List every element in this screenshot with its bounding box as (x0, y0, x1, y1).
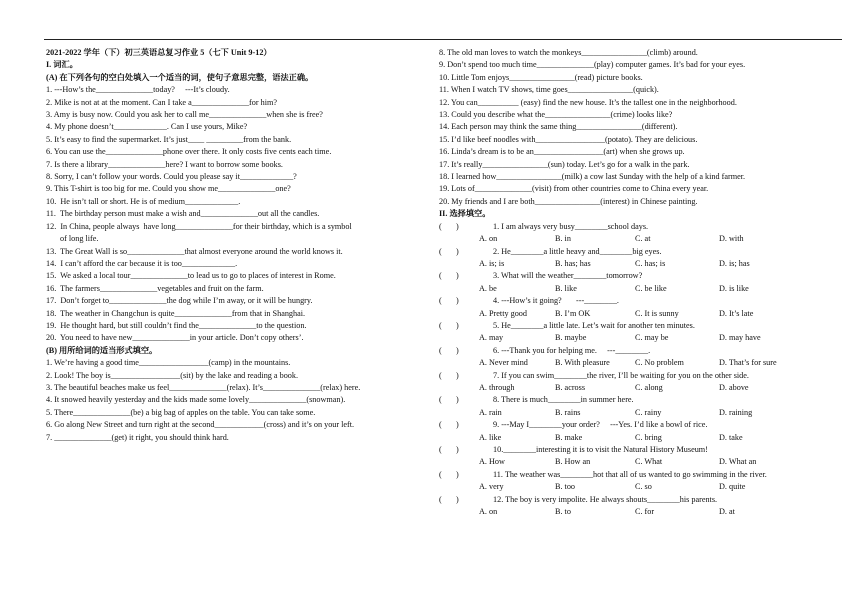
sectionA-item-10: 10. He isn’t tall or short. He is of medium_____________. (46, 196, 241, 206)
left-column (46, 47, 432, 444)
sectionB-item-13: 13. Could you describe what the________________(crime) looks like? (439, 110, 673, 120)
question-stem: 2. He________a little heavy and________big eyes. (493, 246, 662, 256)
answer-blank: ( ) (439, 494, 459, 504)
option-b: B. I’m OK (555, 308, 591, 318)
option-a: A. through (479, 382, 515, 392)
sectionB-item-15: 15. I’d like beef noodles with_________________(potato). They are delicious. (439, 134, 698, 144)
option-d: D. above (719, 382, 749, 392)
option-d: D. may have (719, 333, 761, 343)
question-stem: 1. I am always very busy________school days. (493, 221, 649, 231)
sectionA-item-13: 13. The Great Wall is so______________that almost everyone around the world knows it. (46, 246, 343, 256)
option-b: B. in (555, 234, 571, 244)
option-d: D. is like (719, 283, 749, 293)
right-column (439, 47, 845, 518)
question-12 (439, 494, 845, 506)
sectionA-item-2: 2. Mike is not at at the moment. Can I take a______________for him? (46, 97, 278, 107)
part2-heading: II. 选择填空。 (439, 209, 491, 219)
answer-blank: ( ) (439, 320, 459, 330)
question-2 (439, 246, 845, 258)
sectionB-item-4: 4. It snowed heavily yesterday and the kids made some lovely______________(snowman). (46, 395, 346, 405)
option-c: C. may be (635, 333, 669, 343)
option-a: A. Pretty good (479, 308, 527, 318)
option-c: C. bring (635, 432, 662, 442)
answer-blank: ( ) (439, 370, 459, 380)
sectionA-item-18: 18. The weather in Changchun is quite______________from that in Shanghai. (46, 308, 306, 318)
option-b: B. has; has (555, 258, 591, 268)
option-b: B. With pleasure (555, 358, 610, 368)
option-d: D. raining (719, 407, 753, 417)
option-c: C. It is sunny (635, 308, 679, 318)
sectionA-item-17: 17. Don’t forget to______________the dog while I’m away, or it will be hungry. (46, 296, 313, 306)
question-10-options (439, 456, 845, 468)
option-b: B. maybe (555, 333, 587, 343)
option-b: B. rains (555, 407, 581, 417)
sectionB-item-3: 3. The beautiful beaches make us feel______________(relax). It’s______________(relax) here. (46, 382, 361, 392)
option-c: C. has; is (635, 258, 666, 268)
question-1 (439, 221, 845, 233)
question-stem: 5. He________a little late. Let’s wait for another ten minutes. (493, 320, 695, 330)
sectionA-item-14: 14. I can’t afford the car because it is too_____________. (46, 258, 238, 268)
question-3 (439, 270, 845, 282)
question-5-options (439, 332, 845, 344)
option-c: C. be like (635, 283, 667, 293)
question-11-options (439, 481, 845, 493)
option-d: D. take (719, 432, 743, 442)
option-a: A. How (479, 457, 505, 467)
option-c: C. No problem (635, 358, 684, 368)
option-a: A. on (479, 234, 498, 244)
sectionB-item-14: 14. Each person may think the same thing________________(different). (439, 122, 678, 132)
question-stem: 11. The weather was________hot that all of us wanted to go swimming in the river. (493, 469, 767, 479)
multiple-choice-list (439, 221, 845, 519)
option-b: B. How an (555, 457, 591, 467)
sectionA-item-6: 6. You can use the______________phone over there. It only costs five cents each time. (46, 147, 332, 157)
option-c: C. rainy (635, 407, 662, 417)
answer-blank: ( ) (439, 296, 459, 306)
sectionB-item-1: 1. We’re having a good time_________________(camp) in the mountains. (46, 358, 291, 368)
sectionA-item-20: 20. You need to have new______________in your article. Don’t copy others’. (46, 333, 304, 343)
sectionB-item-18: 18. I learned how________________(milk) a cow last Sunday with the help of a kind farmer. (439, 172, 746, 182)
sectionA-item-19: 19. He thought hard, but still couldn’t find the______________to the question. (46, 320, 307, 330)
question-1-options (439, 233, 845, 245)
question-12-options (439, 506, 845, 518)
question-stem: 8. There is much________in summer here. (493, 395, 634, 405)
question-6-options (439, 357, 845, 369)
sectionB-item-16: 16. Linda’s dream is to be an_________________(art) when she grows up. (439, 147, 685, 157)
option-c: C. so (635, 482, 652, 492)
sectionB-item-19: 19. Lots of______________(visit) from other countries come to China every year. (439, 184, 709, 194)
option-a: A. Never mind (479, 358, 528, 368)
answer-blank: ( ) (439, 246, 459, 256)
sectionA-heading: (A) 在下列各句的空白处填入一个适当的词，使句子意思完整，语法正确。 (46, 72, 314, 82)
option-a: A. like (479, 432, 502, 442)
option-d: D. quite (719, 482, 746, 492)
option-d: D. What an (719, 457, 757, 467)
question-3-options (439, 283, 845, 295)
option-a: A. may (479, 333, 504, 343)
option-c: C. along (635, 382, 663, 392)
option-c: C. What (635, 457, 663, 467)
question-stem: 6. ---Thank you for helping me. ---________. (493, 345, 651, 355)
option-d: D. It’s late (719, 308, 754, 318)
question-stem: 4. ---How’s it going? ---________. (493, 296, 619, 306)
question-11 (439, 469, 845, 481)
option-a: A. rain (479, 407, 502, 417)
question-stem: 10.________interesting it is to visit the Natural History Museum! (493, 445, 708, 454)
option-d: D. with (719, 234, 744, 244)
question-5 (439, 320, 845, 332)
question-stem: 12. The boy is very impolite. He always shouts________his parents. (493, 494, 718, 504)
sectionA-item-1: 1. ---How’s the______________today? ---It’s cloudy. (46, 85, 230, 95)
option-b: B. like (555, 283, 577, 293)
sectionA-item-12-continued: of long life. (60, 234, 99, 244)
option-b: B. to (555, 507, 571, 517)
question-8-options (439, 407, 845, 419)
header-rule (44, 39, 842, 40)
answer-blank: ( ) (439, 221, 459, 231)
answer-blank: ( ) (439, 345, 459, 355)
sectionB-item-5: 5. There______________(be) a big bag of apples on the table. You can take some. (46, 407, 316, 417)
question-4-options (439, 308, 845, 320)
option-b: B. make (555, 432, 583, 442)
option-a: A. is; is (479, 258, 505, 268)
sectionA-item-7: 7. Is there a library______________here? I want to borrow some books. (46, 159, 283, 169)
question-stem: 3. What will the weather________tomorrow? (493, 271, 643, 281)
option-b: B. too (555, 482, 576, 492)
question-stem: 9. ---May I________your order? ---Yes. I’d like a bowl of rice. (493, 420, 708, 430)
sectionB-item-2: 2. Look! The boy is_________________(sit) by the lake and reading a book. (46, 370, 299, 380)
sectionB-item-7: 7. ______________(get) it right, you should think hard. (46, 432, 229, 442)
part1-heading: I. 词汇。 (46, 60, 78, 70)
answer-blank: ( ) (439, 271, 459, 281)
sectionA-item-12: 12. In China, people always have long______________for their birthday, which is a symbol (46, 221, 352, 231)
sectionB-item-10: 10. Little Tom enjoys________________(read) picture books. (439, 72, 643, 82)
answer-blank: ( ) (439, 445, 459, 454)
document-title: 2021-2022 学年（下）初三英语总复习作业 5（七下 Unit 9-12） (46, 48, 272, 57)
sectionA-item-8: 8. Sorry, I can’t follow your words. Could you please say it_____________? (46, 172, 297, 182)
option-c: C. for (635, 507, 655, 517)
option-c: C. at (635, 234, 651, 244)
question-9-options (439, 432, 845, 444)
answer-blank: ( ) (439, 420, 459, 430)
sectionB-item-12: 12. You can__________ (easy) find the new house. It’s the tallest one in the neighborhood. (439, 97, 737, 107)
sectionB-item-6: 6. Go along New Street and turn right at the second____________(cross) and it’s on your left. (46, 420, 355, 430)
question-9 (439, 419, 845, 431)
option-d: D. is; has (719, 258, 750, 268)
sectionB-heading: (B) 用所给词的适当形式填空。 (46, 345, 158, 355)
sectionB-item-20: 20. My friends and I are both________________(interest) in Chinese painting. (439, 196, 698, 206)
question-8 (439, 394, 845, 406)
option-a: A. be (479, 283, 497, 293)
question-7-options (439, 382, 845, 394)
question-10 (439, 444, 845, 456)
option-a: A. on (479, 507, 498, 517)
option-a: A. very (479, 482, 504, 492)
answer-blank: ( ) (439, 395, 459, 405)
option-d: D. at (719, 507, 735, 517)
sectionA-item-16: 16. The farmers______________vegetables and fruit on the farm. (46, 283, 264, 293)
sectionA-item-3: 3. Amy is busy now. Could you ask her to call me______________when she is free? (46, 110, 323, 120)
question-2-options (439, 258, 845, 270)
question-stem: 7. If you can swim________the river, I’ll be waiting for you on the other side. (493, 370, 749, 380)
sectionB-item-11: 11. When I watch TV shows, time goes________________(quick). (439, 85, 659, 95)
sectionA-item-9: 9. This T-shirt is too big for me. Could you show me______________one? (46, 184, 291, 194)
option-b: B. across (555, 382, 586, 392)
question-4 (439, 295, 845, 307)
sectionB-item-9: 9. Don’t spend too much time______________(play) computer games. It’s bad for your eyes. (439, 60, 746, 70)
sectionA-item-15: 15. We asked a local tour______________to lead us to go to places of interest in Rome. (46, 271, 336, 281)
question-6 (439, 345, 845, 357)
answer-blank: ( ) (439, 469, 459, 479)
sectionA-item-5: 5. It’s easy to find the supermarket. It’s just____ _________from the bank. (46, 134, 292, 144)
option-d: D. That’s for sure (719, 358, 777, 368)
sectionA-item-4: 4. My phone doesn’t_____________. Can I use yours, Mike? (46, 122, 248, 132)
question-7 (439, 370, 845, 382)
sectionB-item-17: 17. It’s really________________(sun) today. Let’s go for a walk in the park. (439, 159, 690, 169)
sectionA-item-11: 11. The birthday person must make a wish and______________out all the candles. (46, 209, 320, 219)
sectionB-item-8: 8. The old man loves to watch the monkeys________________(climb) around. (439, 48, 698, 57)
